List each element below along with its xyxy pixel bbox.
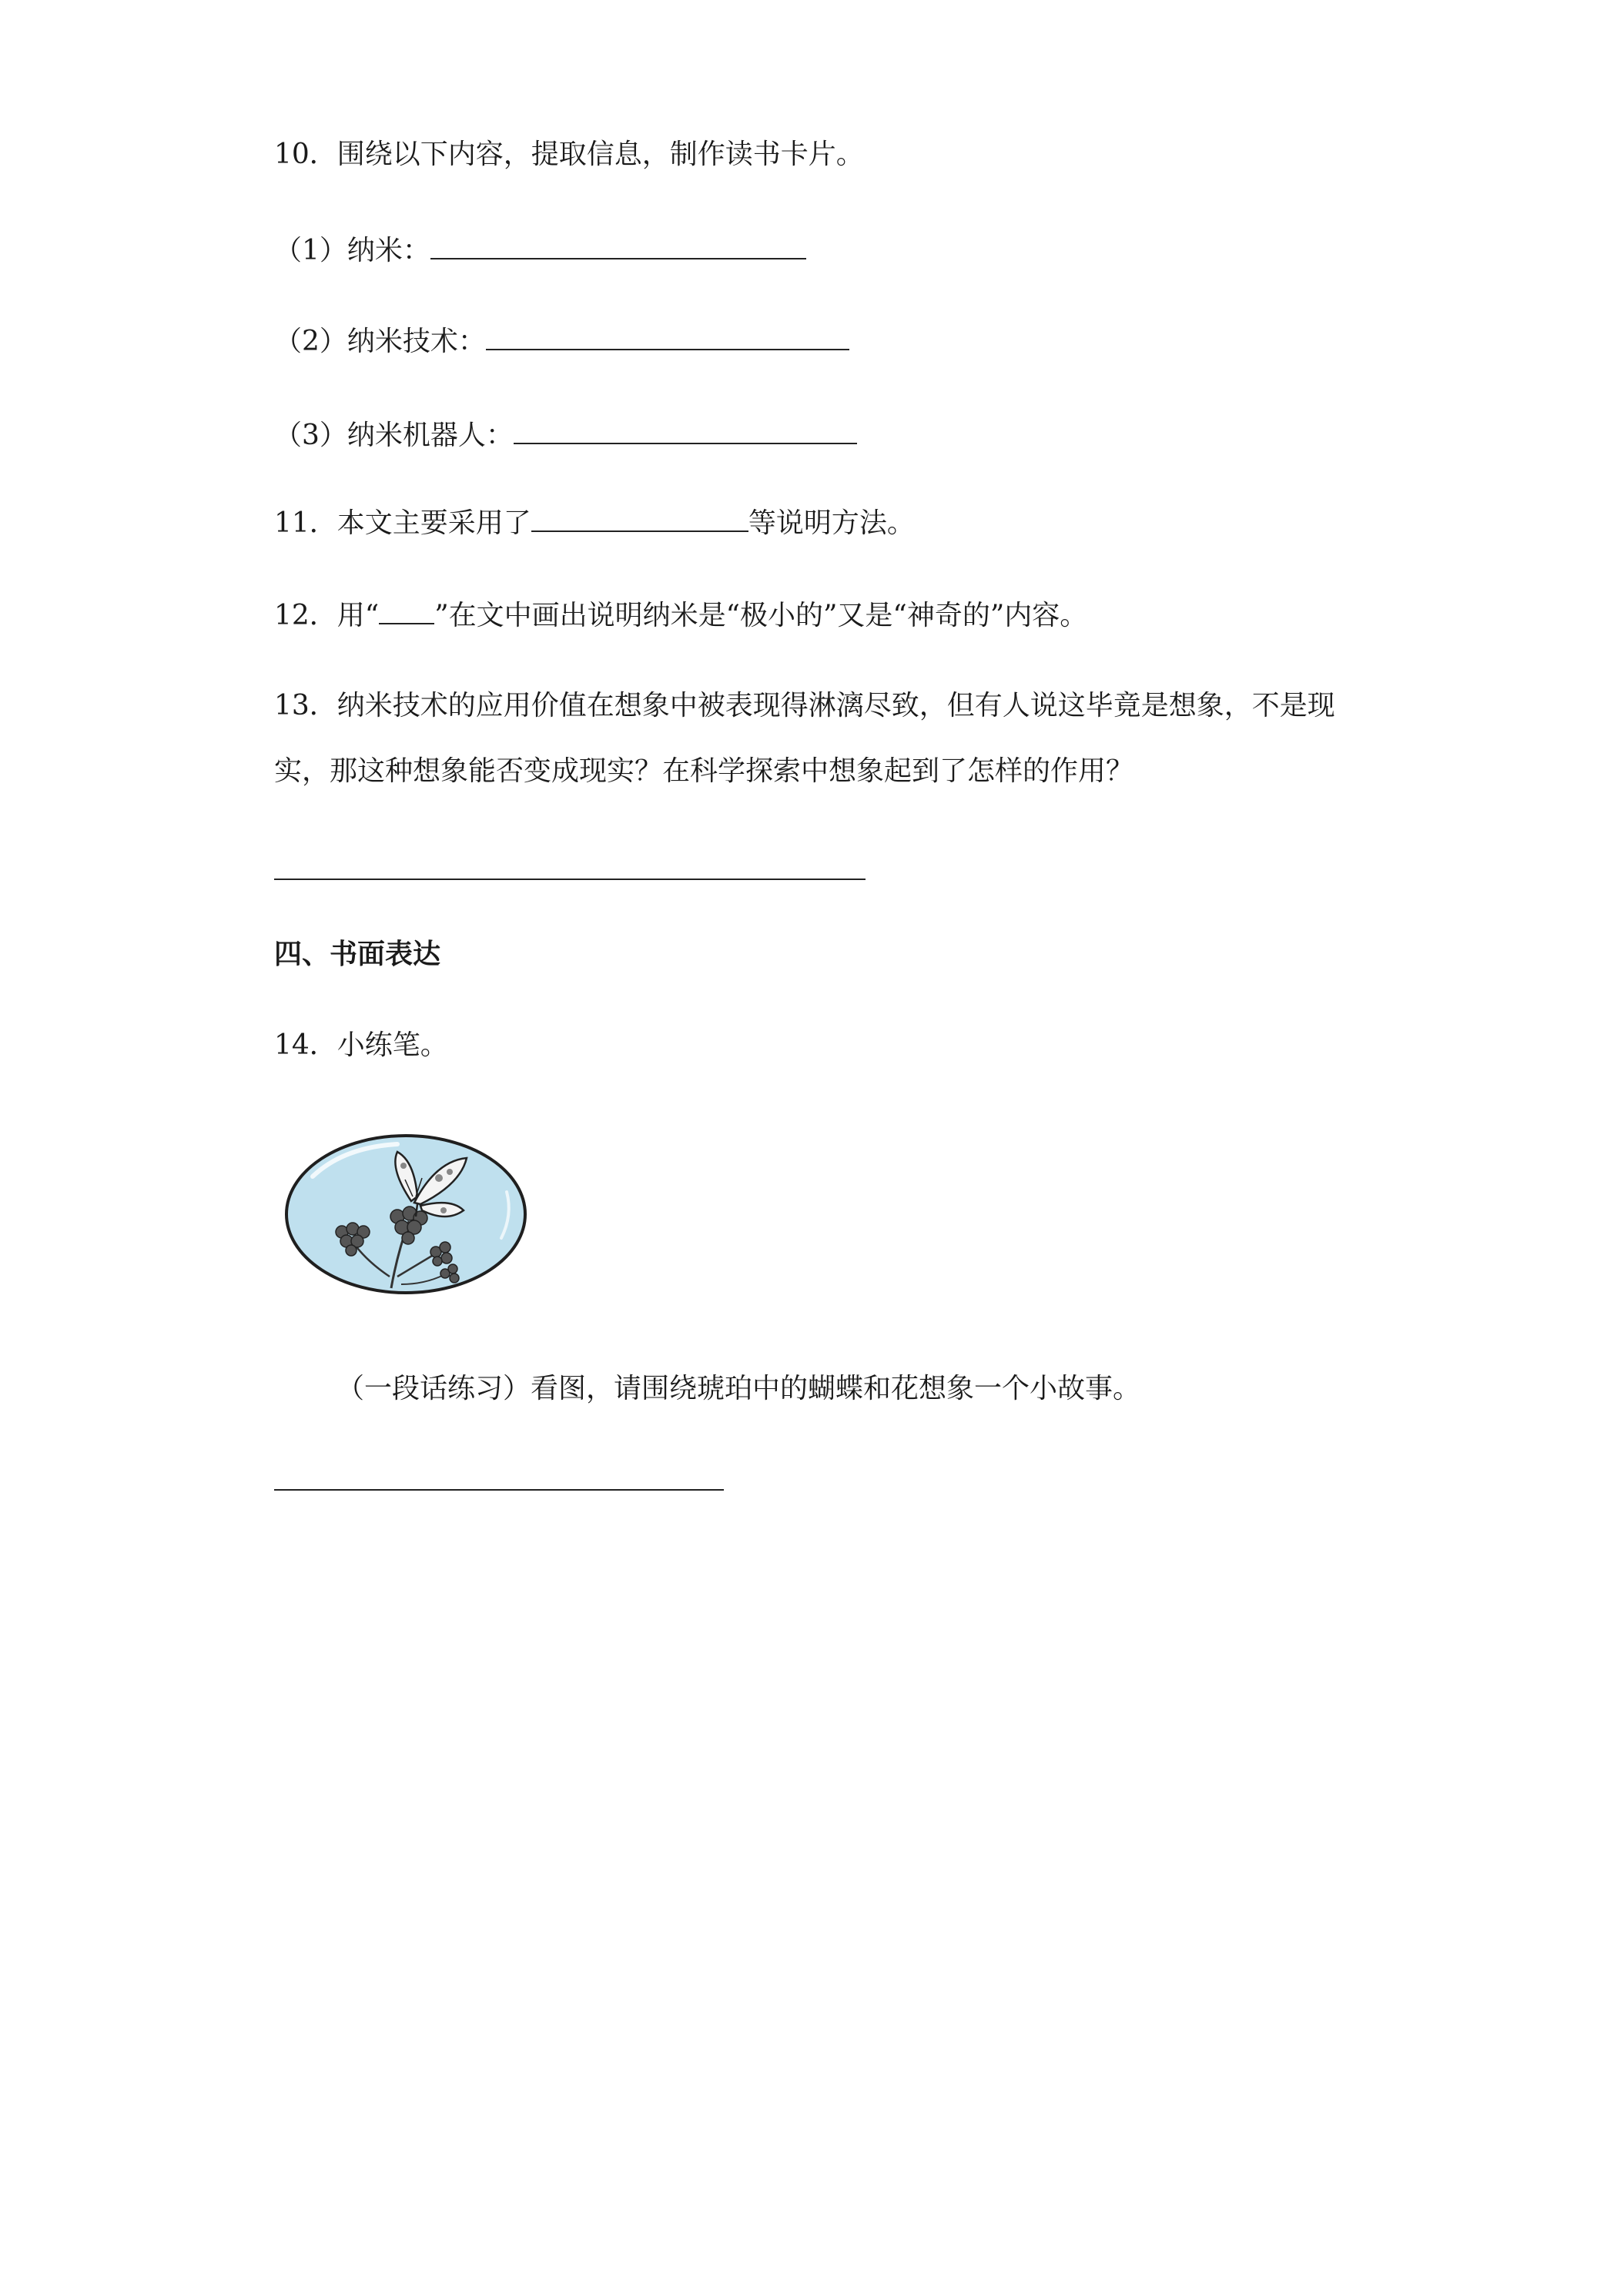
q14-writing-prompt: （一段话练习）看图，请围绕琥珀中的蝴蝶和花想象一个小故事。 — [337, 1373, 1141, 1404]
q10-item-2 — [274, 325, 849, 359]
question-12 — [274, 599, 1087, 633]
question-10-stem: 10．围绕以下内容，提取信息，制作读书卡片。 — [274, 139, 864, 170]
q13-answer-line[interactable] — [274, 879, 866, 880]
q11-text-after: 等说明方法。 — [748, 507, 915, 539]
q10-item-1-answer-blank[interactable] — [430, 235, 806, 259]
q14-answer-line[interactable] — [274, 1489, 724, 1491]
amber-butterfly-flower-image — [282, 1130, 530, 1298]
q10-item-1-label: （1）纳米： — [274, 235, 430, 266]
q10-item-3-label: （3）纳米机器人： — [274, 420, 514, 451]
q12-underline-sample — [379, 600, 434, 624]
q10-item-3 — [274, 419, 857, 453]
question-11 — [274, 507, 915, 541]
q11-answer-blank[interactable] — [531, 507, 748, 532]
q12-text-before: 12．用“ — [274, 600, 380, 631]
q10-item-2-answer-blank[interactable] — [486, 326, 849, 350]
question-14-stem: 14．小练笔。 — [274, 1029, 448, 1061]
question-13-line-2: 实，那这种想象能否变成现实？在科学探索中想象起到了怎样的作用？ — [274, 755, 1134, 787]
question-13-line-1: 13．纳米技术的应用价值在想象中被表现得淋漓尽致，但有人说这毕竟是想象，不是现 — [274, 690, 1335, 721]
section-4-heading: 四、书面表达 — [274, 939, 441, 970]
q10-item-3-answer-blank[interactable] — [514, 420, 857, 444]
q10-item-2-label: （2）纳米技术： — [274, 326, 486, 357]
q10-item-1 — [274, 234, 806, 268]
q11-text-before: 11．本文主要采用了 — [274, 507, 531, 539]
q12-text-after: ”在文中画出说明纳米是“极小的”又是“神奇的”内容。 — [434, 600, 1088, 631]
